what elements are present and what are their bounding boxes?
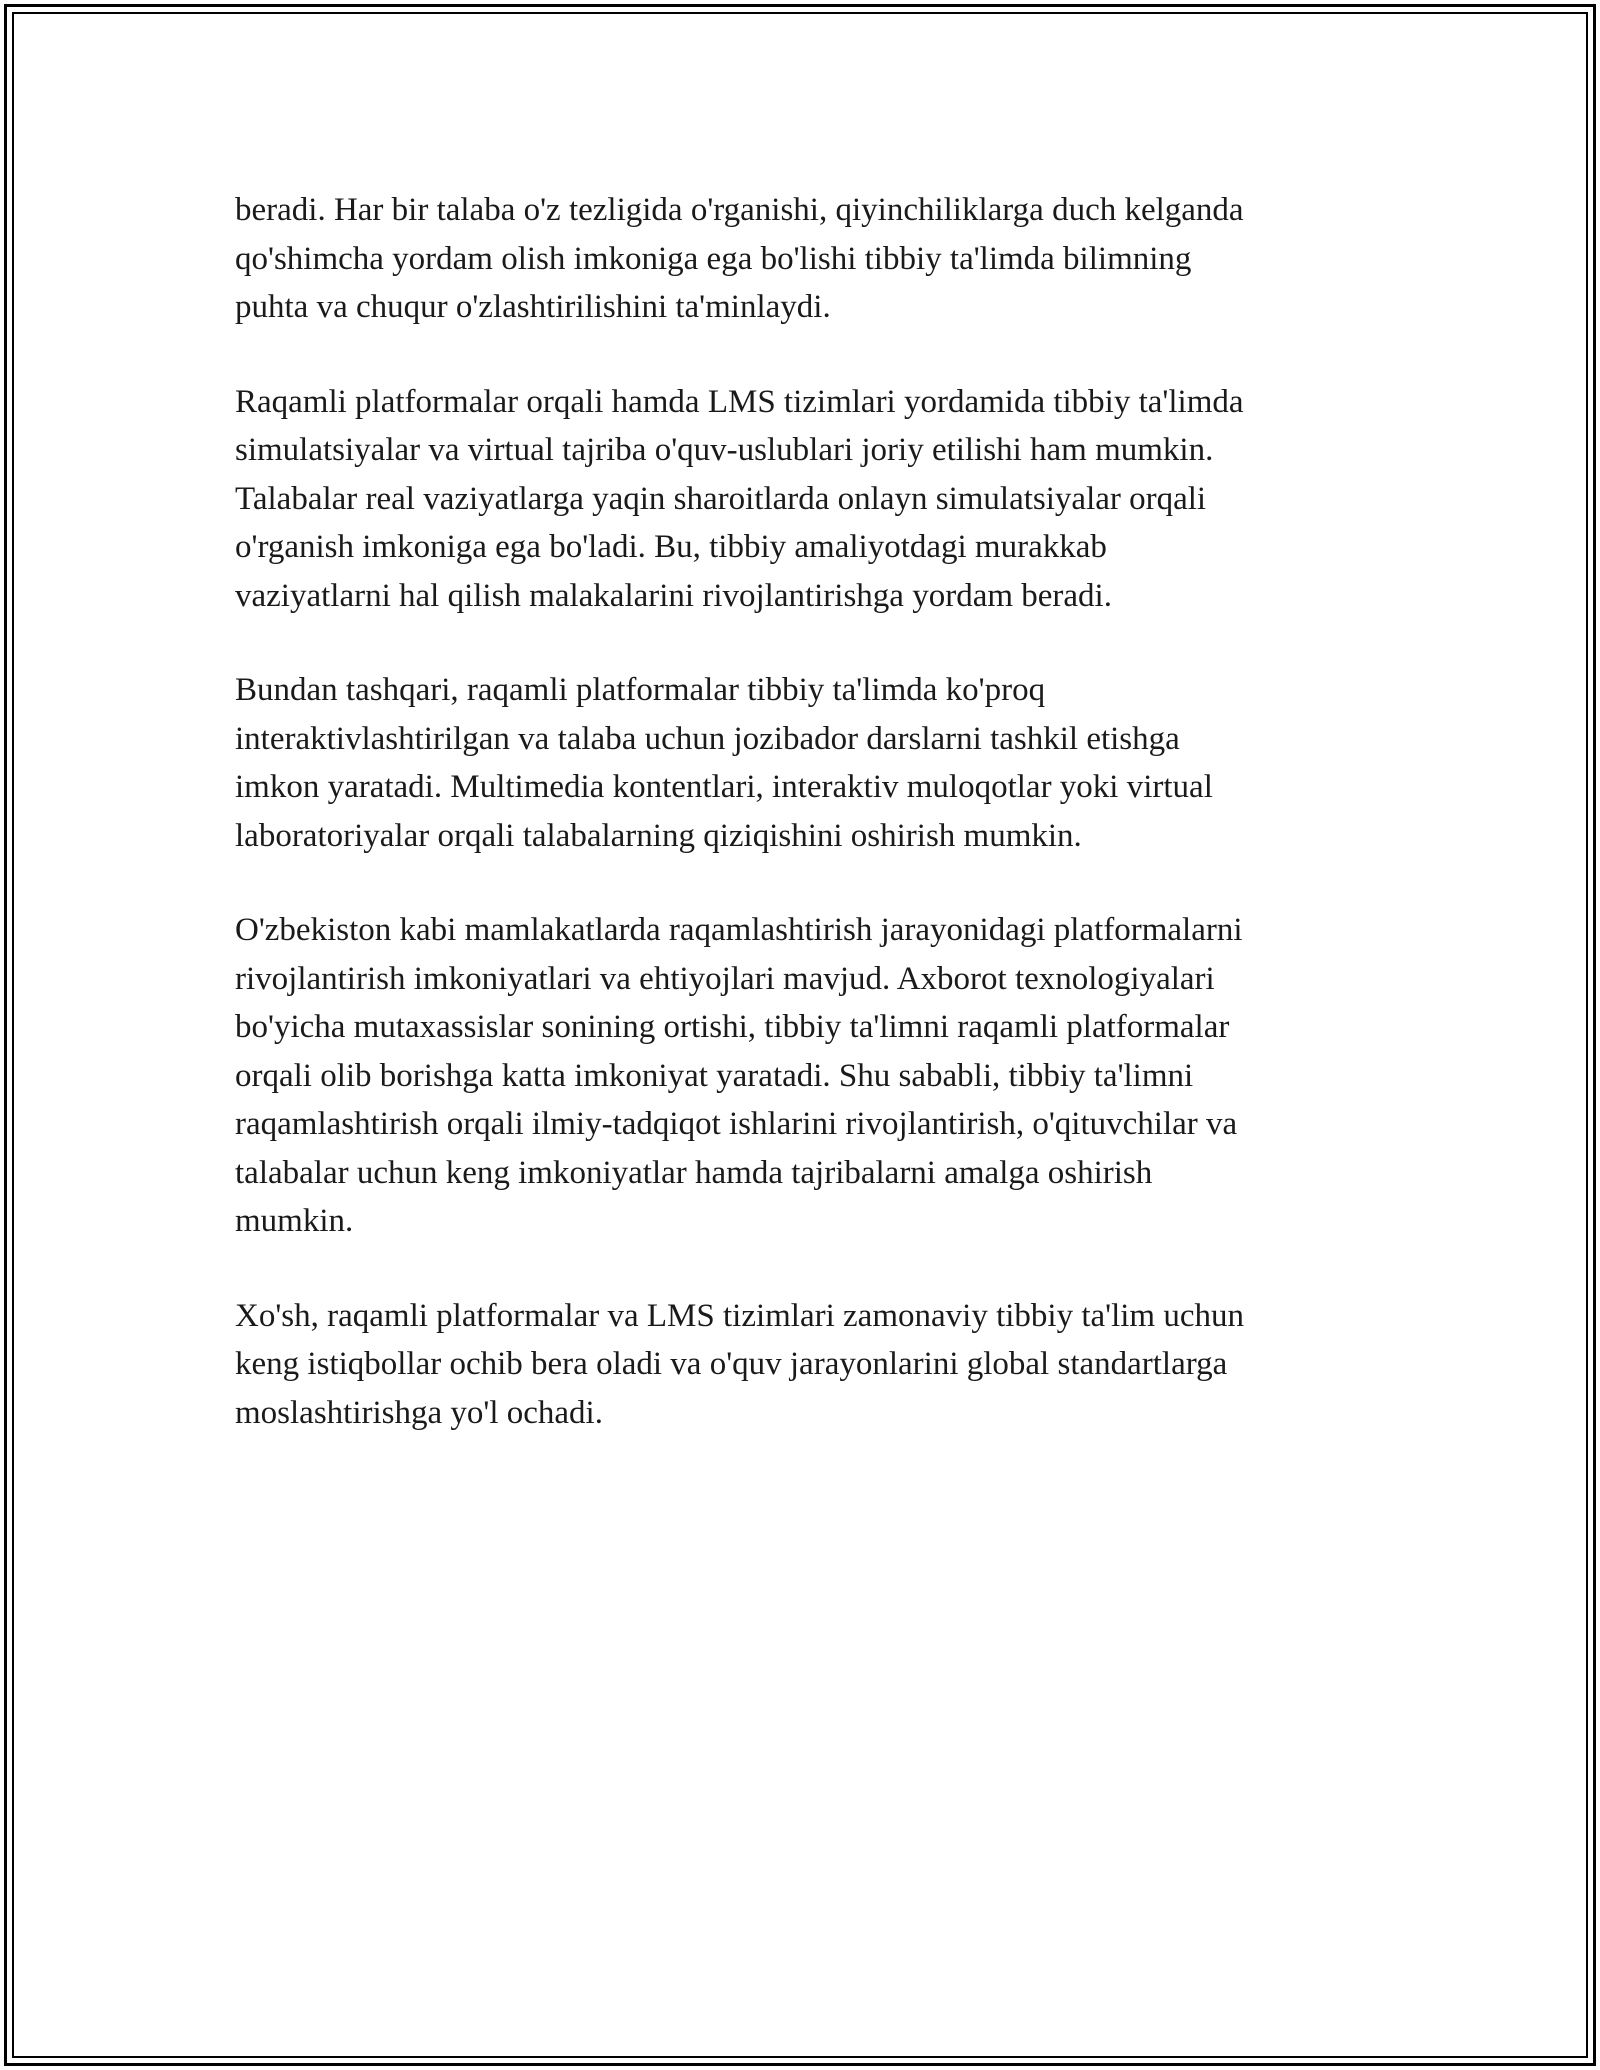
- paragraph-1: beradi. Har bir talaba o'z tezligida o'rganishi, qiyinchiliklarga duch kelganda qo'shimcha yordam olish imkoniga ega bo'lishi tibbiy ta'limda bilimning puhta va chuqur o'zlashtirilishini ta'minlaydi.: [235, 192, 1244, 325]
- paragraph-2: Raqamli platformalar orqali hamda LMS tizimlari yordamida tibbiy ta'limda simulatsiyalar va virtual tajriba o'quv-uslublari joriy etilishi ham mumkin. Talabalar real vaziyatlarga yaqin sharoitlarda onlayn simulatsiyalar orqali o'rganish imkoniga ega bo'ladi. Bu, tibbiy amaliyotdagi murakkab vaziyatlarni hal qilish malakalarini rivojlantirishga yordam beradi.: [235, 383, 1244, 614]
- paragraph-3: Bundan tashqari, raqamli platformalar tibbiy ta'limda ko'proq interaktivlashtirilgan va talaba uchun jozibador darslarni tashkil etishga imkon yaratadi. Multimedia kontentlari, interaktiv muloqotlar yoki virtual laboratoriyalar orqali talabalarning qiziqishini oshirish mumkin.: [235, 672, 1213, 854]
- paragraph-4: O'zbekiston kabi mamlakatlarda raqamlashtirish jarayonidagi platformalarni rivojlantirish imkoniyatlari va ehtiyojlari mavjud. Axborot texnologiyalari bo'yicha mutaxassislar sonining ortishi, tibbiy ta'limni raqamli platformalar orqali olib borishga katta imkoniyat yaratadi. Shu sababli, tibbiy ta'limni raqamlashtirish orqali ilmiy-tadqiqot ishlarini rivojlantirish, o'qituvchilar va talabalar uchun keng imkoniyatlar hamda tajribalarni amalga oshirish mumkin.: [235, 912, 1243, 1239]
- page-body-text: [235, 186, 1385, 1483]
- paragraph-5: Xo'sh, raqamli platformalar va LMS tizimlari zamonaviy tibbiy ta'lim uchun keng istiqbollar ochib bera oladi va o'quv jarayonlarini global standartlarga moslashtirishga yo'l ochadi.: [235, 1297, 1244, 1431]
